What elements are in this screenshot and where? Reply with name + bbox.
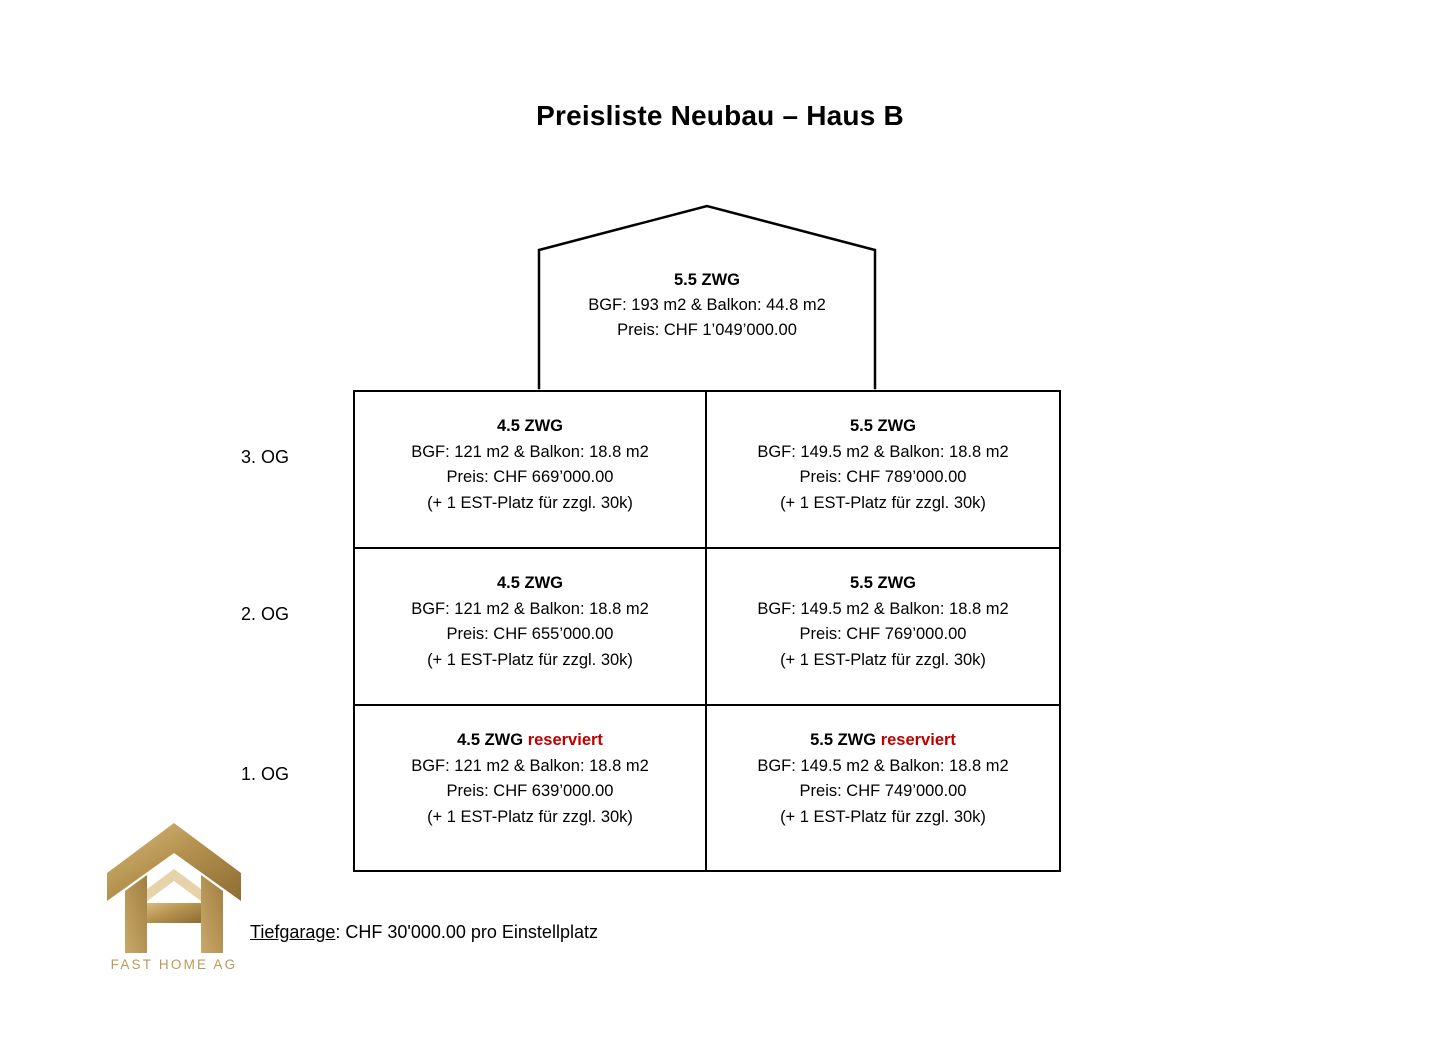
unit-cell-2og-right[interactable] — [707, 549, 1059, 704]
floor-label-1og: 1. OG — [240, 764, 289, 784]
unit-cell-2og-left[interactable] — [355, 549, 707, 704]
garage-footnote-label: Tiefgarage — [250, 922, 336, 942]
unit-note: (+ 1 EST-Platz für zzgl. 30k) — [780, 493, 986, 512]
unit-type: 4.5 ZWG — [457, 731, 524, 749]
unit-type: 5.5 ZWG — [849, 417, 916, 435]
unit-price: Preis: CHF 655’000.00 — [446, 625, 614, 643]
unit-note: (+ 1 EST-Platz für zzgl. 30k) — [427, 650, 633, 669]
unit-type: 5.5 ZWG — [849, 574, 916, 592]
unit-price: Preis: CHF 749’000.00 — [799, 782, 967, 800]
unit-cell-3og-left[interactable] — [355, 392, 707, 547]
unit-cell-1og-left[interactable] — [355, 706, 707, 870]
unit-cell-3og-right[interactable] — [707, 392, 1059, 547]
unit-note: (+ 1 EST-Platz für zzgl. 30k) — [780, 807, 986, 826]
garage-footnote — [250, 922, 598, 943]
unit-type: 5.5 ZWG — [810, 731, 877, 749]
floor-label-3og: 3. OG — [240, 447, 289, 467]
unit-price: Preis: CHF 639’000.00 — [446, 782, 614, 800]
unit-price: Preis: CHF 789’000.00 — [799, 468, 967, 486]
unit-type: 4.5 ZWG — [496, 574, 563, 592]
garage-footnote-text: : CHF 30'000.00 pro Einstellplatz — [335, 922, 598, 942]
unit-type-with-status — [717, 728, 1049, 754]
unit-price: Preis: CHF 669’000.00 — [446, 468, 614, 486]
status-badge: reserviert — [880, 731, 956, 749]
unit-area: BGF: 149.5 m2 & Balkon: 18.8 m2 — [757, 756, 1009, 775]
floor-label-2og: 2. OG — [240, 604, 289, 624]
house-logo-icon — [103, 817, 245, 957]
attic-unit-price: Preis: CHF 1’049’000.00 — [617, 321, 797, 339]
company-logo-text: FAST HOME AG — [110, 957, 238, 972]
unit-area: BGF: 121 m2 & Balkon: 18.8 m2 — [411, 442, 649, 461]
unit-note: (+ 1 EST-Platz für zzgl. 30k) — [427, 493, 633, 512]
unit-area: BGF: 149.5 m2 & Balkon: 18.8 m2 — [757, 599, 1009, 618]
status-badge: reserviert — [527, 731, 603, 749]
unit-note: (+ 1 EST-Platz für zzgl. 30k) — [780, 650, 986, 669]
page-title: Preisliste Neubau – Haus B — [536, 100, 904, 131]
company-logo — [103, 817, 245, 987]
unit-price: Preis: CHF 769’000.00 — [799, 625, 967, 643]
unit-cell-1og-right[interactable] — [707, 706, 1059, 870]
attic-unit-type: 5.5 ZWG — [673, 271, 740, 289]
building-floors-grid — [353, 390, 1061, 872]
unit-area: BGF: 149.5 m2 & Balkon: 18.8 m2 — [757, 442, 1009, 461]
unit-type: 4.5 ZWG — [496, 417, 563, 435]
attic-unit-text — [537, 268, 877, 343]
unit-area: BGF: 121 m2 & Balkon: 18.8 m2 — [411, 599, 649, 618]
unit-type-with-status — [365, 728, 695, 754]
unit-area: BGF: 121 m2 & Balkon: 18.8 m2 — [411, 756, 649, 775]
floor-row-1og — [355, 706, 1059, 870]
attic-unit — [537, 204, 877, 390]
attic-unit-area: BGF: 193 m2 & Balkon: 44.8 m2 — [588, 296, 826, 314]
floor-row-3og — [355, 392, 1059, 549]
unit-note: (+ 1 EST-Platz für zzgl. 30k) — [427, 807, 633, 826]
floor-row-2og — [355, 549, 1059, 706]
